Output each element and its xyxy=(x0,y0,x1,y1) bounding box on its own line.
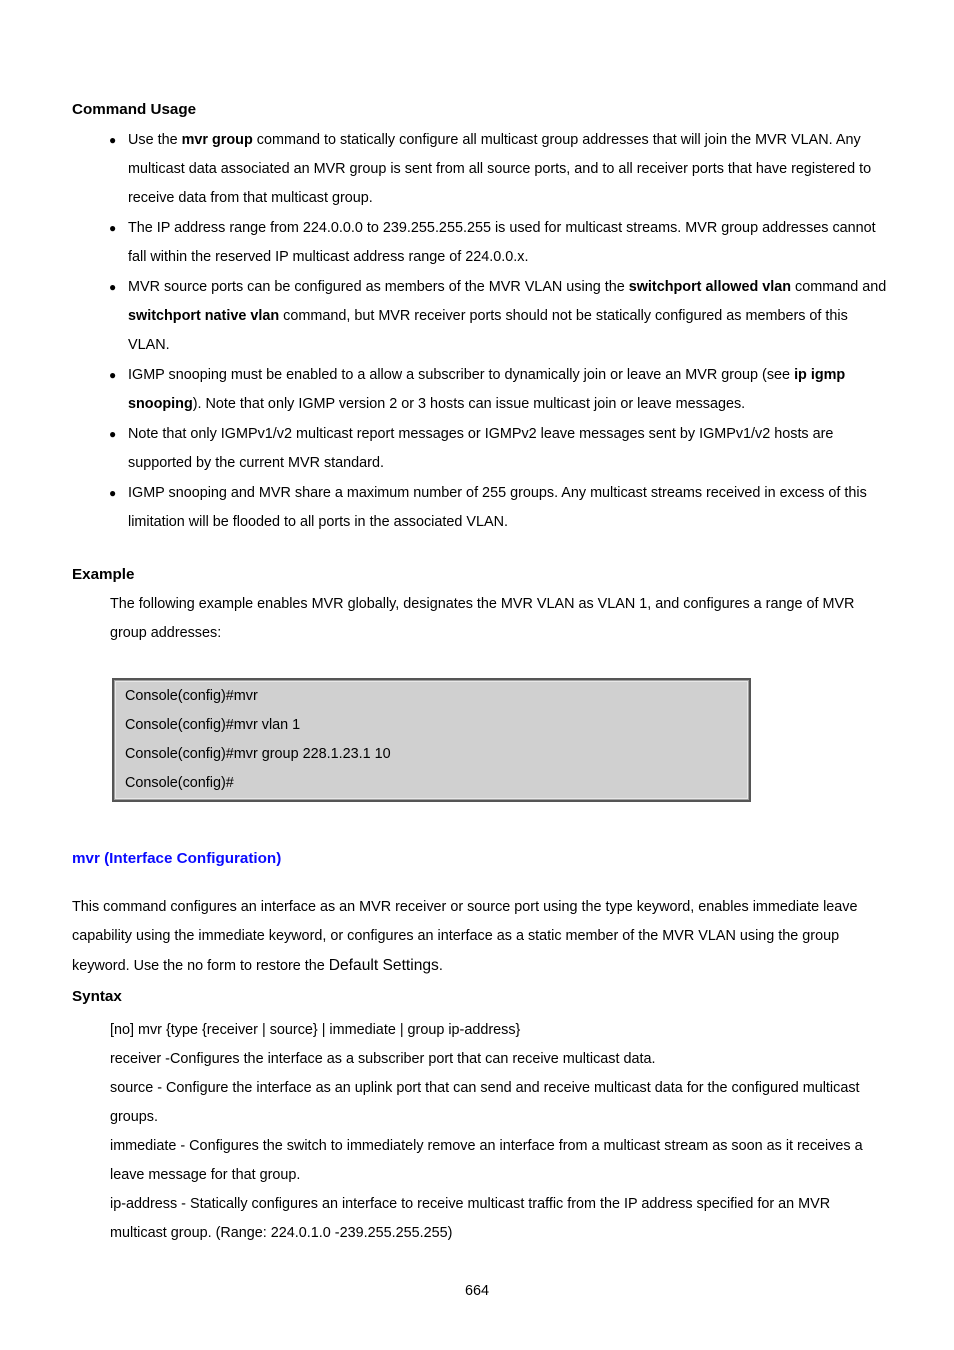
list-item: ● MVR source ports can be configured as members of the MVR VLAN using the switchport allowed vlan command and switchport native vlan command, but MVR receiver ports should not be statically configured as members of this VLAN. xyxy=(128,273,888,360)
section-title: mvr (Interface Configuration) xyxy=(72,850,282,867)
syntax-line: [no] mvr {type {receiver | source} | immediate | group ip-address} xyxy=(110,1022,521,1038)
console-box xyxy=(112,678,751,802)
page-number: 664 xyxy=(464,1283,489,1299)
example-heading: Example xyxy=(72,566,135,583)
bullet-icon: ● xyxy=(109,133,117,147)
syntax-heading: Syntax xyxy=(72,988,122,1005)
list-item: ● The IP address range from 224.0.0.0 to 239.255.255.255 is used for multicast streams. MVR group addresses cannot fall within the reserved IP multicast address range of 224.0.0.x. xyxy=(128,214,888,272)
bullet-icon: ● xyxy=(109,221,117,235)
syntax-line: immediate - Configures the switch to immediately remove an interface from a multicast stream as soon as it receives a leave message for that group. xyxy=(110,1138,863,1183)
list-item: ● Note that only IGMPv1/v2 multicast report messages or IGMPv2 leave messages sent by IGMPv1/v2 hosts are supported by the current MVR standard. xyxy=(128,420,888,478)
list-item: ● Use the mvr group command to statically configure all multicast group addresses that will join the MVR VLAN. Any multicast data associated an MVR group is sent from all source ports, and to all receiver ports that have registered to receive data from that multicast group. xyxy=(128,126,888,213)
console-line: Console(config)#mvr group 228.1.23.1 10 xyxy=(125,746,391,762)
bullet-icon: ● xyxy=(109,280,117,294)
command-usage-heading: Command Usage xyxy=(72,101,197,118)
command-usage-list xyxy=(109,126,888,537)
console-line: Console(config)#mvr vlan 1 xyxy=(125,717,301,733)
syntax-list xyxy=(110,1016,880,1248)
section-description: This command configures an interface as an MVR receiver or source port using the type keyword, enables immediate leave capability using the immediate keyword, or configures an interface as a static member of the MVR VLAN using the group keyword. Use the no form to restore the Default Settings. xyxy=(72,899,858,974)
syntax-line: ip-address - Statically configures an interface to receive multicast traffic from the IP address specified for an MVR multicast group. (Range: 224.0.1.0 -239.255.255.255) xyxy=(110,1196,831,1241)
syntax-line: receiver -Configures the interface as a subscriber port that can receive multicast data. xyxy=(110,1051,656,1067)
list-item: ● IGMP snooping must be enabled to a allow a subscriber to dynamically join or leave an MVR group (see ip igmp snooping). Note that only IGMP version 2 or 3 hosts can issue multicast join or leave messages. xyxy=(128,361,888,419)
syntax-line: source - Configure the interface as an uplink port that can send and receive multicast data for the configured multicast groups. xyxy=(110,1080,860,1125)
bullet-icon: ● xyxy=(109,486,117,500)
bullet-icon: ● xyxy=(109,368,117,382)
example-description: The following example enables MVR globally, designates the MVR VLAN as VLAN 1, and configures a range of MVR group addresses: xyxy=(110,596,855,641)
bullet-icon: ● xyxy=(109,427,117,441)
console-line: Console(config)# xyxy=(125,775,234,791)
console-line: Console(config)#mvr xyxy=(125,688,258,704)
list-item: ● IGMP snooping and MVR share a maximum number of 255 groups. Any multicast streams received in excess of this limitation will be flooded to all ports in the associated VLAN. xyxy=(128,479,888,537)
